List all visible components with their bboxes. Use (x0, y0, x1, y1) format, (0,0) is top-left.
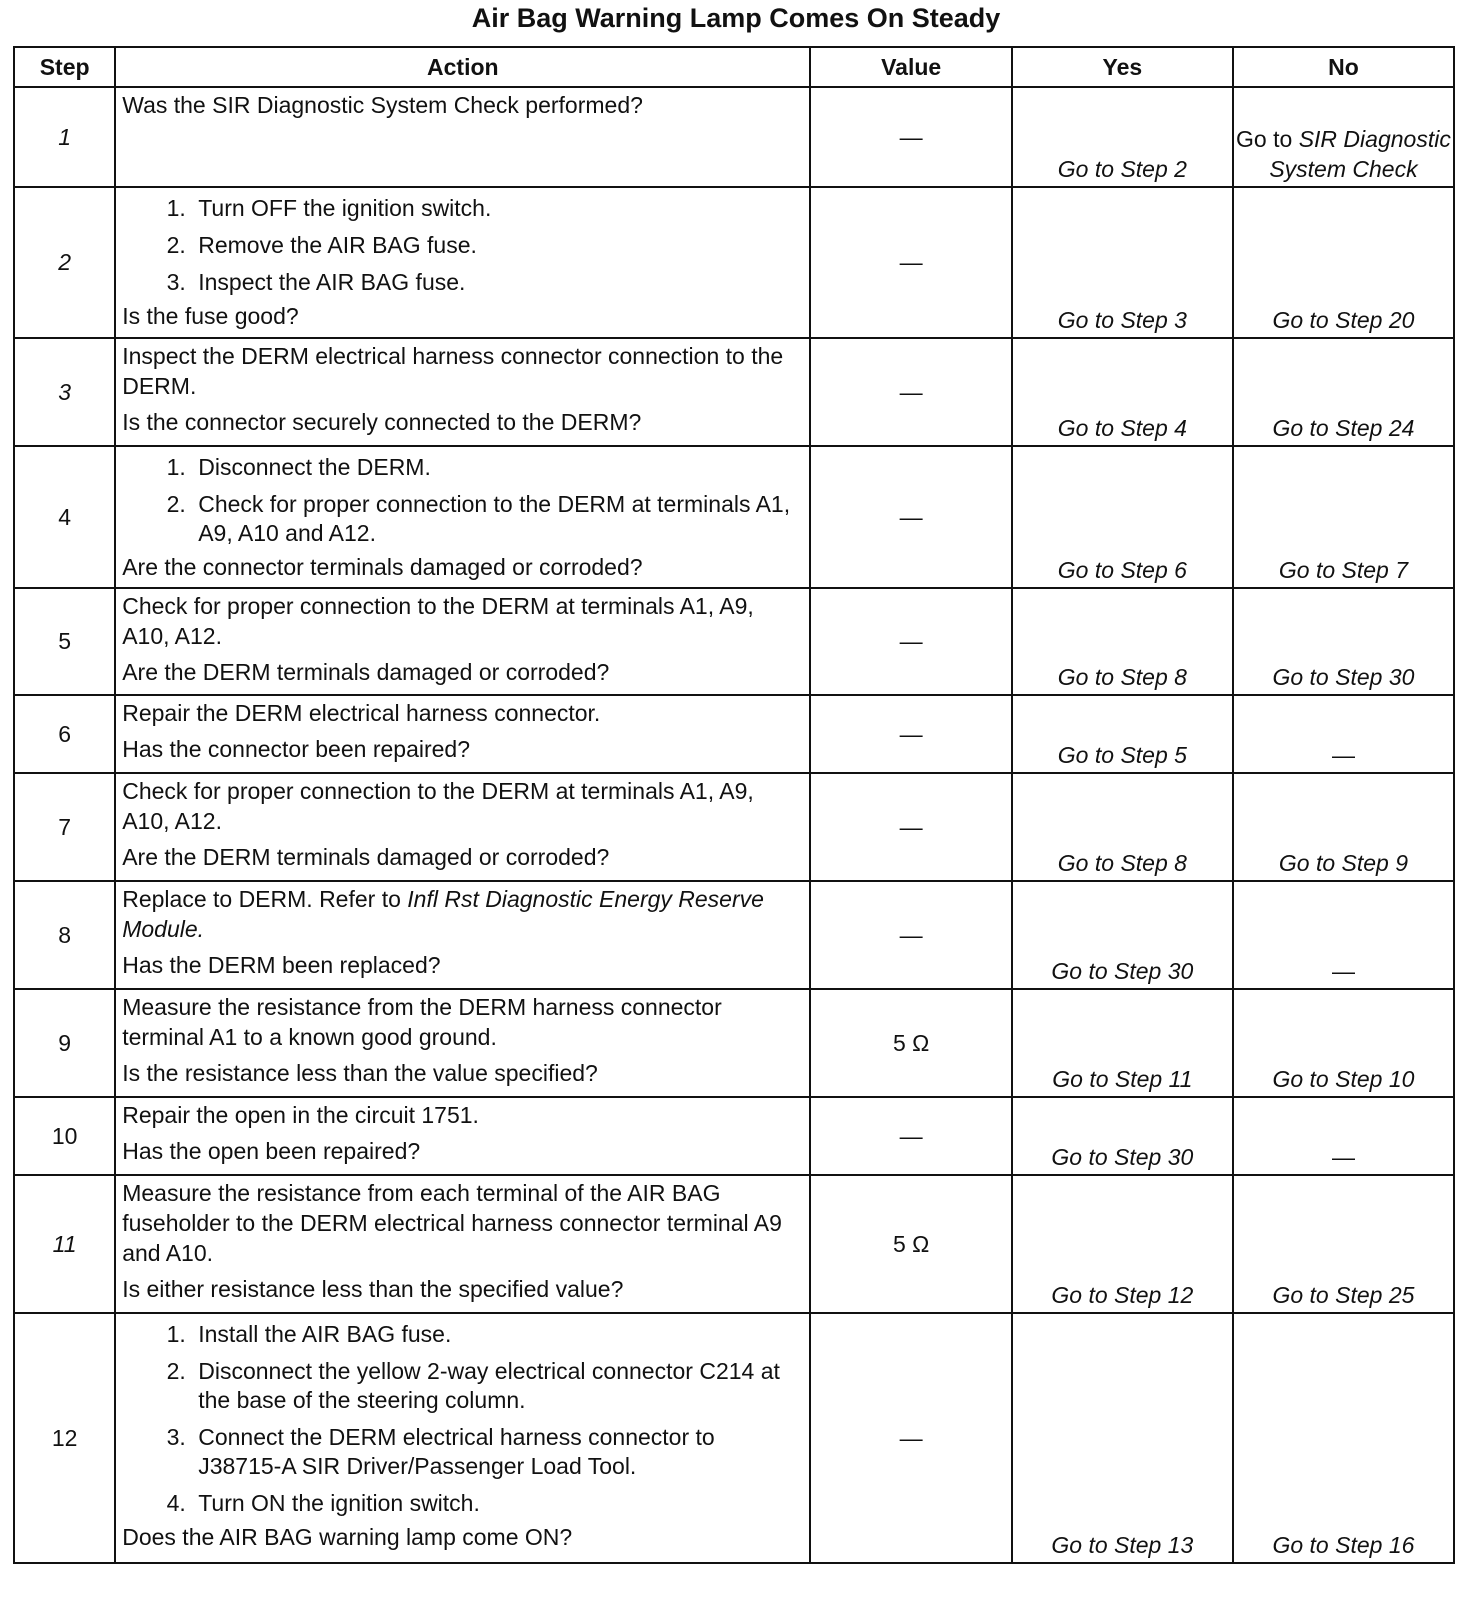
action-question: Is the connector securely connected to the DERM? (122, 409, 642, 435)
action-intro: Measure the resistance from each terminal of the AIR BAG fuseholder to the DERM electrical harness connector terminal A9 and A10. (122, 1180, 782, 1266)
yes-cell: Go to Step 5 (1012, 695, 1233, 773)
yes-cell: Go to Step 4 (1012, 338, 1233, 446)
action-reference: Infl Rst Diagnostic Energy Reserve Module. (122, 886, 764, 942)
value-cell: — (810, 187, 1011, 338)
action-step-item: 3. Inspect the AIR BAG fuse. (192, 268, 803, 297)
column-header-step: Step (14, 47, 115, 87)
action-cell (115, 1175, 810, 1313)
table-row (14, 1175, 1454, 1313)
step-number-cell: 5 (14, 588, 115, 695)
value-cell: — (810, 881, 1011, 989)
action-text (122, 1178, 803, 1268)
table-row (14, 187, 1454, 338)
action-step-item: 2. Check for proper connection to the DERM at terminals A1, A9, A10 and A12. (192, 490, 803, 548)
action-step-item: 3. Connect the DERM electrical harness connector to J38715-A SIR Driver/Passenger Load Tool. (192, 1423, 803, 1481)
yes-cell: Go to Step 13 (1012, 1313, 1233, 1563)
action-cell (115, 588, 810, 695)
action-step-item: 1. Install the AIR BAG fuse. (192, 1320, 803, 1349)
action-intro: Repair the DERM electrical harness connector. (122, 700, 601, 726)
no-cell: Go to Step 24 (1233, 338, 1454, 446)
table-row (14, 1313, 1454, 1563)
yes-cell: Go to Step 3 (1012, 187, 1233, 338)
action-steps-list (122, 453, 803, 548)
action-step-item: 2. Remove the AIR BAG fuse. (192, 231, 803, 260)
table-row (14, 87, 1454, 187)
table-header (14, 47, 1454, 87)
step-number-cell: 2 (14, 187, 115, 338)
action-question: Are the DERM terminals damaged or corroded? (122, 844, 610, 870)
action-intro: Inspect the DERM electrical harness connector connection to the DERM. (122, 343, 784, 399)
action-step-item: 4. Turn ON the ignition switch. (192, 1489, 803, 1518)
value-cell: — (810, 87, 1011, 187)
action-cell (115, 338, 810, 446)
value-cell: — (810, 446, 1011, 588)
value-cell: — (810, 1097, 1011, 1175)
value-cell: — (810, 695, 1011, 773)
action-text (122, 884, 803, 944)
column-header-value: Value (810, 47, 1011, 87)
action-cell (115, 87, 810, 187)
action-steps-list (122, 1320, 803, 1518)
yes-cell: Go to Step 2 (1012, 87, 1233, 187)
page-title: Air Bag Warning Lamp Comes On Steady (471, 3, 1001, 33)
action-cell (115, 446, 810, 588)
step-number-cell: 11 (14, 1175, 115, 1313)
no-cell: Go to Step 30 (1233, 588, 1454, 695)
no-cell: Go to Step 16 (1233, 1313, 1454, 1563)
action-step-item: 2. Disconnect the yellow 2-way electrical connector C214 at the base of the steering column. (192, 1357, 803, 1415)
yes-cell: Go to Step 12 (1012, 1175, 1233, 1313)
no-cell: Go to Step 20 (1233, 187, 1454, 338)
table-row (14, 773, 1454, 881)
no-cell: Go to Step 25 (1233, 1175, 1454, 1313)
action-question: Is either resistance less than the specified value? (122, 1276, 624, 1302)
table-row (14, 881, 1454, 989)
action-intro: Was the SIR Diagnostic System Check performed? (122, 92, 643, 118)
action-question: Has the connector been repaired? (122, 736, 471, 762)
action-intro: Check for proper connection to the DERM at terminals A1, A9, A10, A12. (122, 593, 754, 649)
action-cell (115, 1097, 810, 1175)
header-row (14, 47, 1454, 87)
action-cell (115, 773, 810, 881)
value-cell: 5 Ω (810, 989, 1011, 1097)
yes-cell: Go to Step 30 (1012, 881, 1233, 989)
step-number-cell: 3 (14, 338, 115, 446)
step-number-cell: 7 (14, 773, 115, 881)
action-cell (115, 1313, 810, 1563)
action-question: Has the open been repaired? (122, 1138, 421, 1164)
action-intro: Measure the resistance from the DERM harness connector terminal A1 to a known good ground. (122, 994, 722, 1050)
action-question: Has the DERM been replaced? (122, 952, 441, 978)
step-number-cell: 4 (14, 446, 115, 588)
step-number-cell: 6 (14, 695, 115, 773)
action-question: Is the resistance less than the value specified? (122, 1060, 598, 1086)
no-cell: — (1233, 1097, 1454, 1175)
column-header-yes: Yes (1012, 47, 1233, 87)
yes-cell: Go to Step 8 (1012, 773, 1233, 881)
action-intro: Replace to DERM. Refer to (122, 886, 401, 912)
action-step-item: 1. Disconnect the DERM. (192, 453, 803, 482)
step-number-cell: 10 (14, 1097, 115, 1175)
action-cell (115, 695, 810, 773)
yes-cell: Go to Step 6 (1012, 446, 1233, 588)
step-number-cell: 12 (14, 1313, 115, 1563)
value-cell: — (810, 1313, 1011, 1563)
action-question: Are the DERM terminals damaged or corroded? (122, 659, 610, 685)
yes-cell: Go to Step 11 (1012, 989, 1233, 1097)
no-cell: Go to Step 10 (1233, 989, 1454, 1097)
table-row (14, 446, 1454, 588)
action-question: Are the connector terminals damaged or corroded? (122, 554, 643, 580)
action-text (122, 1100, 803, 1130)
value-cell: 5 Ω (810, 1175, 1011, 1313)
step-number-cell: 1 (14, 87, 115, 187)
action-text (122, 591, 803, 651)
table-row (14, 1097, 1454, 1175)
value-cell: — (810, 773, 1011, 881)
yes-cell: Go to Step 30 (1012, 1097, 1233, 1175)
action-cell (115, 881, 810, 989)
action-intro: Check for proper connection to the DERM at terminals A1, A9, A10, A12. (122, 778, 754, 834)
action-cell (115, 989, 810, 1097)
step-number-cell: 8 (14, 881, 115, 989)
action-text (122, 90, 803, 120)
no-cell (1233, 87, 1454, 187)
action-text (122, 341, 803, 401)
table-row (14, 989, 1454, 1097)
diagnostic-table (13, 46, 1455, 1564)
column-header-no: No (1233, 47, 1454, 87)
column-header-action: Action (115, 47, 810, 87)
action-cell (115, 187, 810, 338)
table-row (14, 695, 1454, 773)
table-row (14, 338, 1454, 446)
no-cell: Go to Step 7 (1233, 446, 1454, 588)
action-question: Does the AIR BAG warning lamp come ON? (122, 1524, 573, 1550)
action-intro: Repair the open in the circuit 1751. (122, 1102, 479, 1128)
no-cell: — (1233, 695, 1454, 773)
value-cell: — (810, 588, 1011, 695)
yes-cell: Go to Step 8 (1012, 588, 1233, 695)
step-number-cell: 9 (14, 989, 115, 1097)
action-steps-list (122, 194, 803, 297)
action-text (122, 992, 803, 1052)
table-body (14, 87, 1454, 1563)
action-question: Is the fuse good? (122, 303, 299, 329)
value-cell: — (810, 338, 1011, 446)
no-cell: — (1233, 881, 1454, 989)
no-cell-reference: SIR Diagnostic System Check (1269, 126, 1451, 182)
action-step-item: 1. Turn OFF the ignition switch. (192, 194, 803, 223)
table-row (14, 588, 1454, 695)
no-cell-prefix: Go to (1236, 126, 1293, 152)
action-text (122, 776, 803, 836)
action-text (122, 698, 803, 728)
no-cell: Go to Step 9 (1233, 773, 1454, 881)
